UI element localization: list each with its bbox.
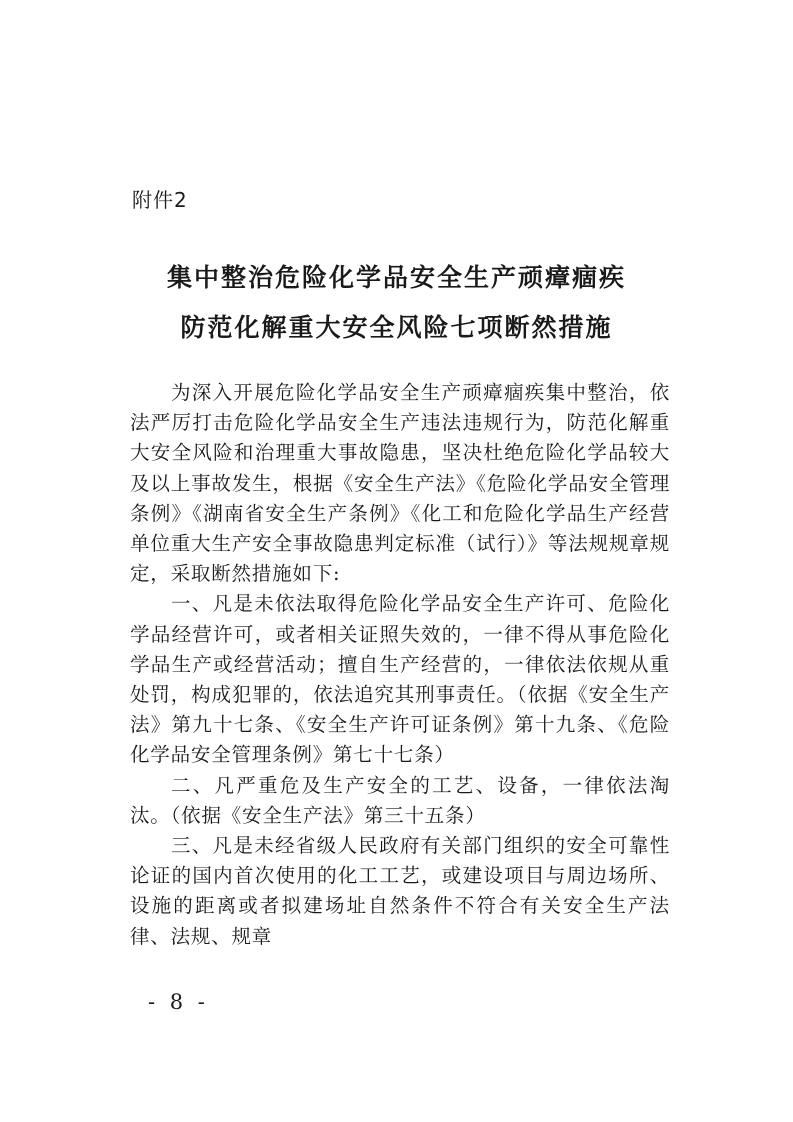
body-text bbox=[130, 378, 670, 952]
paragraph-measure-3: 三、凡是未经省级人民政府有关部门组织的安全可靠性论证的国内首次使用的化工工艺，或建设项目与周边场所、设施的距离或者拟建场址自然条件不符合有关安全生产法律、法规、规章 bbox=[130, 834, 670, 948]
title-line-1: 集中整治危险化学品安全生产顽瘴痼疾 bbox=[166, 263, 626, 292]
page-number: - 8 - bbox=[148, 990, 209, 1014]
title-line-2: 防范化解重大安全风险七项断然措施 bbox=[180, 313, 613, 342]
attachment-label: 附件2 bbox=[132, 188, 188, 212]
paragraph-measure-1: 一、凡是未依法取得危险化学品安全生产许可、危险化学品经营许可，或者相关证照失效的，一律不得从事危险化学品生产或经营活动；擅自生产经营的，一律依法依规从重处罚，构成犯罪的，依法追究其刑事责任。（依据《安全生产法》第九十七条、《安全生产许可证条例》第十九条、《危险化学品安全管理条例》第七十七条） bbox=[130, 592, 670, 767]
paragraph-measure-2: 二、凡严重危及生产安全的工艺、设备，一律依法淘汰。（依据《安全生产法》第三十五条） bbox=[130, 773, 670, 827]
paragraph-intro: 为深入开展危险化学品安全生产顽瘴痼疾集中整治，依法严厉打击危险化学品安全生产违法违规行为，防范化解重大安全风险和治理重大事故隐患，坚决杜绝危险化学品较大及以上事故发生，根据《安全生产法》《危险化学品安全管理条例》《湖南省安全生产条例》《化工和危险化学品生产经营单位重大生产安全事故隐患判定标准（试行）》等法规规章规定，采取断然措施如下: bbox=[130, 381, 670, 586]
